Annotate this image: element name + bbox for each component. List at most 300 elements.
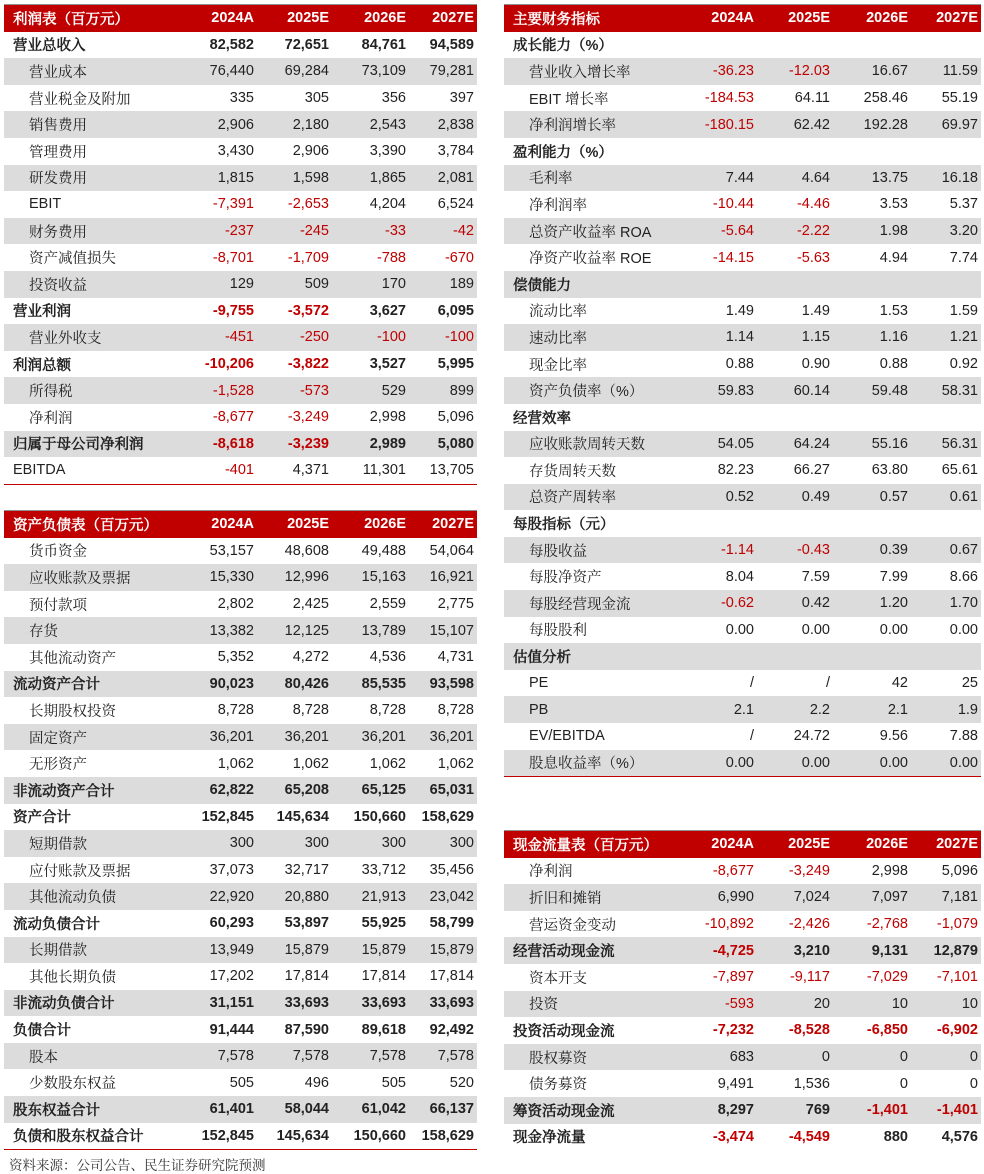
- table-row: [504, 191, 981, 218]
- table-row: [4, 697, 477, 724]
- header-row: [4, 511, 477, 538]
- cell-value: 10: [911, 991, 981, 1018]
- cell-value: -9,117: [789, 969, 830, 986]
- row-label: 股东权益合计: [4, 1096, 184, 1123]
- row-label: 流动资产合计: [4, 671, 184, 698]
- year-header-2026e: 2026E: [332, 511, 409, 538]
- year-header-2025e: 2025E: [757, 831, 833, 858]
- cell-value: 54,064: [429, 542, 474, 559]
- cell-value: 53,897: [284, 915, 329, 932]
- cell-value: 7,097: [833, 884, 911, 911]
- table-row: [4, 85, 477, 112]
- cell-value: 1.16: [833, 324, 911, 351]
- table-row: [4, 431, 477, 458]
- cell-value: 2,906: [292, 143, 329, 160]
- cell-value: -14.15: [712, 249, 754, 266]
- row-label: 净利润: [29, 410, 73, 427]
- cell-value: 300: [409, 830, 477, 857]
- row-label: 营业成本: [4, 58, 184, 85]
- cell-value: 55,925: [361, 915, 406, 932]
- cell-value: 0.90: [801, 356, 830, 373]
- year-header-2027e: 2027E: [409, 511, 477, 538]
- cell-value: -1,079: [936, 916, 978, 933]
- cell-value: -401: [184, 457, 257, 484]
- cell-value: 7,181: [911, 884, 981, 911]
- cell-value: 90,023: [184, 671, 257, 698]
- cell-value: 2,559: [369, 596, 406, 613]
- cell-value: 11,301: [332, 457, 409, 484]
- row-label: 长期股权投资: [29, 703, 116, 720]
- cell-value: 15,879: [332, 937, 409, 964]
- cell-value: 56.31: [911, 431, 981, 458]
- table-row: [504, 404, 981, 431]
- cell-value: -9,755: [212, 302, 254, 319]
- cell-value: 0: [969, 1075, 978, 1092]
- cell-value: 32,717: [284, 862, 329, 879]
- table-row: [4, 617, 477, 644]
- table-row: [4, 750, 477, 777]
- table-row: [4, 58, 477, 85]
- cell-value: 4.94: [879, 249, 908, 266]
- year-header-2025e: 2025E: [257, 5, 332, 32]
- table-row: [4, 244, 477, 271]
- cell-value: [757, 138, 833, 165]
- row-label: 投资: [504, 991, 684, 1018]
- row-label: 每股净资产: [529, 570, 602, 587]
- cell-value: -42: [409, 218, 477, 245]
- cell-value: 92,492: [429, 1021, 474, 1038]
- cell-value: 0: [899, 1075, 908, 1092]
- cell-value: 9,491: [717, 1075, 754, 1092]
- row-label: EBITDA: [4, 457, 184, 484]
- table-row: [504, 696, 981, 723]
- cell-value: 0.92: [949, 356, 978, 373]
- cell-value: 0: [911, 1044, 981, 1071]
- year-header-2024a: 2024A: [684, 5, 757, 32]
- table-row: [504, 1124, 981, 1151]
- cell-value: 33,712: [361, 862, 406, 879]
- year-header-2027e: 2027E: [911, 5, 981, 32]
- header-row: [504, 831, 981, 858]
- cell-value: 33,693: [409, 990, 477, 1017]
- table-row: [504, 1070, 981, 1097]
- cell-value: 15,879: [409, 937, 477, 964]
- cell-value: 87,590: [284, 1021, 329, 1038]
- row-label: 资本开支: [529, 970, 587, 987]
- cell-value: [757, 32, 833, 59]
- row-label: 折旧和摊销: [504, 884, 684, 911]
- cell-value: 0.67: [911, 537, 981, 564]
- cell-value: 65,208: [257, 777, 332, 804]
- cell-value: -250: [257, 324, 332, 351]
- cell-value: 3,784: [437, 143, 474, 160]
- cell-value: 12,125: [257, 617, 332, 644]
- cell-value: 0.00: [949, 621, 978, 638]
- row-label: 估值分析: [504, 643, 684, 670]
- cell-value: [757, 643, 833, 670]
- row-label: EBIT: [29, 196, 62, 213]
- row-label: 筹资活动现金流: [504, 1097, 684, 1124]
- cell-value: 2,989: [332, 431, 409, 458]
- cell-value: -3,239: [257, 431, 332, 458]
- table-row: [504, 431, 981, 458]
- cell-value: -670: [444, 249, 474, 266]
- table-row: [4, 1069, 477, 1096]
- cell-value: 60.14: [757, 377, 833, 404]
- row-label: 应收账款周转天数: [504, 431, 684, 458]
- cell-value: 300: [184, 830, 257, 857]
- cell-value: 1.20: [833, 590, 911, 617]
- cell-value: -2.22: [757, 218, 833, 245]
- table-row: [504, 723, 981, 750]
- cell-value: 64.11: [794, 90, 830, 107]
- cell-value: 36,201: [332, 724, 409, 751]
- cell-value: 21,913: [332, 883, 409, 910]
- table-row: [504, 244, 981, 271]
- cell-value: 61,042: [332, 1096, 409, 1123]
- cell-value: 1.59: [949, 302, 978, 319]
- cell-value: [684, 138, 757, 165]
- cell-value: 5,096: [941, 862, 978, 879]
- table-row: [504, 165, 981, 192]
- cell-value: [911, 404, 981, 431]
- table-row: [4, 591, 477, 618]
- row-label: 预付款项: [29, 597, 87, 614]
- cell-value: 63.80: [871, 462, 908, 479]
- cell-value: 84,761: [361, 36, 406, 53]
- table-row: [504, 750, 981, 777]
- table-row: [4, 1123, 477, 1150]
- cell-value: 20: [757, 991, 833, 1018]
- cell-value: 58,044: [257, 1096, 332, 1123]
- cell-value: -10,892: [704, 916, 754, 933]
- cell-value: 1,598: [257, 165, 332, 192]
- table-row: [504, 111, 981, 138]
- cell-value: [911, 138, 981, 165]
- row-label: 营业总收入: [13, 38, 86, 55]
- cell-value: [833, 404, 911, 431]
- table-row: [4, 1043, 477, 1070]
- table-row: [504, 1097, 981, 1124]
- cell-value: -3,249: [287, 409, 329, 426]
- cell-value: 69.97: [911, 111, 981, 138]
- row-label: 管理费用: [29, 144, 87, 161]
- cell-value: 0.88: [879, 356, 908, 373]
- cell-value: 7.44: [684, 165, 757, 192]
- cell-value: 13,789: [332, 617, 409, 644]
- cell-value: -3,249: [788, 862, 830, 879]
- cell-value: /: [825, 675, 830, 692]
- cell-value: 1.9: [911, 696, 981, 723]
- row-label: 投资活动现金流: [513, 1023, 615, 1040]
- year-header-2024a: 2024A: [184, 5, 257, 32]
- row-label: 每股指标（元）: [513, 517, 615, 534]
- cell-value: 15,163: [332, 564, 409, 591]
- cell-value: 12,996: [257, 564, 332, 591]
- table-row: [4, 457, 477, 484]
- row-label: 债务募资: [529, 1077, 587, 1094]
- cell-value: -1,401: [911, 1097, 981, 1124]
- cell-value: 10: [833, 991, 911, 1018]
- row-label: 应收账款及票据: [4, 564, 184, 591]
- cell-value: 54.05: [684, 431, 757, 458]
- cell-value: 16.67: [833, 58, 911, 85]
- cell-value: 73,109: [332, 58, 409, 85]
- cell-value: [684, 32, 757, 59]
- cell-value: 8.04: [725, 568, 754, 585]
- cell-value: 4,272: [292, 649, 329, 666]
- row-label: 经营效率: [513, 410, 571, 427]
- cell-value: 505: [229, 1074, 254, 1091]
- cell-value: 0.42: [757, 590, 833, 617]
- cell-value: 1.21: [911, 324, 981, 351]
- table-row: [4, 990, 477, 1017]
- table-row: [4, 963, 477, 990]
- cell-value: 8,728: [217, 702, 254, 719]
- cell-value: 7,578: [184, 1043, 257, 1070]
- cell-value: 170: [332, 271, 409, 298]
- cell-value: 505: [381, 1074, 406, 1091]
- row-label: 总资产周转率: [504, 484, 684, 511]
- cell-value: -8,677: [212, 409, 254, 426]
- cell-value: 3,390: [369, 143, 406, 160]
- table-row: [4, 644, 477, 671]
- cell-value: 769: [757, 1097, 833, 1124]
- row-label: 每股经营现金流: [504, 590, 684, 617]
- cell-value: 8,728: [369, 702, 406, 719]
- cell-value: [684, 271, 757, 298]
- cell-value: 17,202: [209, 968, 254, 985]
- cell-value: 1,536: [793, 1075, 830, 1092]
- cell-value: 1.15: [757, 324, 833, 351]
- year-header-2026e: 2026E: [833, 5, 911, 32]
- balance-sheet-table: [4, 510, 477, 1150]
- cell-value: 20,880: [257, 883, 332, 910]
- year-header-2025e: 2025E: [257, 511, 332, 538]
- cell-value: -245: [257, 218, 332, 245]
- table-row: [504, 858, 981, 885]
- cell-value: [757, 510, 833, 537]
- table-row: [504, 670, 981, 697]
- cell-value: 8,728: [437, 702, 474, 719]
- cell-value: -12.03: [757, 58, 833, 85]
- table-row: [4, 351, 477, 378]
- cell-value: 59.48: [833, 377, 911, 404]
- row-label: 少数股东权益: [29, 1076, 116, 1093]
- row-label: 营业利润: [13, 304, 71, 321]
- cell-value: [833, 510, 911, 537]
- row-label: 现金净流量: [513, 1130, 586, 1147]
- cell-value: -237: [184, 218, 257, 245]
- cell-value: 5,080: [409, 431, 477, 458]
- cell-value: -7,391: [212, 196, 254, 213]
- cell-value: 6,990: [684, 884, 757, 911]
- cell-value: 158,629: [421, 808, 474, 825]
- cell-value: 4.64: [757, 165, 833, 192]
- cell-value: 1.70: [911, 590, 981, 617]
- cell-value: [757, 271, 833, 298]
- table-row: [504, 510, 981, 537]
- cell-value: 2,081: [409, 165, 477, 192]
- year-header-2024a: 2024A: [184, 511, 257, 538]
- cell-value: 1,815: [184, 165, 257, 192]
- cell-value: 6,095: [437, 302, 474, 319]
- cell-value: 7,578: [332, 1043, 409, 1070]
- cell-value: 3,627: [369, 302, 406, 319]
- cell-value: -8,701: [212, 249, 254, 266]
- cell-value: 4,536: [369, 649, 406, 666]
- cell-value: 3,210: [757, 937, 833, 964]
- cell-value: 520: [449, 1074, 474, 1091]
- cell-value: 0.88: [725, 356, 754, 373]
- table-title: 主要财务指标: [504, 5, 684, 32]
- cell-value: 0: [833, 1044, 911, 1071]
- row-label: 非流动资产合计: [4, 777, 184, 804]
- cell-value: -788: [376, 249, 406, 266]
- table-row: [4, 404, 477, 431]
- row-label: 股权募资: [504, 1044, 684, 1071]
- cell-value: 2,180: [257, 111, 332, 138]
- cell-value: 60,293: [209, 915, 254, 932]
- cell-value: 192.28: [833, 111, 911, 138]
- year-header-2025e: 2025E: [757, 5, 833, 32]
- cell-value: 13,949: [184, 937, 257, 964]
- row-label: 每股股利: [529, 623, 587, 640]
- cell-value: 17,814: [284, 968, 329, 985]
- cell-value: 2,998: [369, 409, 406, 426]
- cell-value: 150,660: [353, 808, 406, 825]
- row-label: 其他流动负债: [4, 883, 184, 910]
- cell-value: 65,125: [332, 777, 409, 804]
- row-label: 所得税: [4, 377, 184, 404]
- cell-value: 152,845: [201, 808, 254, 825]
- year-header-2027e: 2027E: [409, 5, 477, 32]
- cell-value: 0.49: [757, 484, 833, 511]
- cell-value: 9,131: [833, 937, 911, 964]
- cell-value: 82.23: [717, 462, 754, 479]
- cell-value: [833, 271, 911, 298]
- cell-value: 129: [184, 271, 257, 298]
- table-row: [4, 777, 477, 804]
- cell-value: 2,775: [437, 596, 474, 613]
- cell-value: -7,232: [712, 1022, 754, 1039]
- cell-value: 683: [684, 1044, 757, 1071]
- cell-value: 3,430: [217, 143, 254, 160]
- row-label: 营业税金及附加: [29, 91, 131, 108]
- row-label: PB: [504, 696, 684, 723]
- table-row: [4, 324, 477, 351]
- cell-value: 0.00: [833, 750, 911, 777]
- row-label: 其他长期负债: [29, 969, 116, 986]
- table-row: [4, 298, 477, 325]
- header-row: [4, 5, 477, 32]
- cell-value: -10.44: [712, 196, 754, 213]
- cell-value: -1,709: [287, 249, 329, 266]
- cell-value: 5,096: [437, 409, 474, 426]
- income-statement-table: [4, 4, 477, 485]
- cell-value: 2.1: [684, 696, 757, 723]
- cell-value: 93,598: [409, 671, 477, 698]
- cell-value: 1,062: [437, 755, 474, 772]
- row-label: 货币资金: [29, 544, 87, 561]
- cell-value: -1.14: [684, 537, 757, 564]
- cell-value: 1,062: [217, 755, 254, 772]
- cell-value: -33: [332, 218, 409, 245]
- row-label: EBIT 增长率: [529, 91, 609, 108]
- cell-value: 7.99: [879, 568, 908, 585]
- row-label: 现金比率: [529, 357, 587, 374]
- cell-value: [684, 510, 757, 537]
- cell-value: -180.15: [684, 111, 757, 138]
- cell-value: 23,042: [409, 883, 477, 910]
- cell-value: 17,814: [361, 968, 406, 985]
- cell-value: 49,488: [361, 542, 406, 559]
- cell-value: -5.63: [796, 249, 830, 266]
- cell-value: 2.1: [833, 696, 911, 723]
- cell-value: 15,879: [257, 937, 332, 964]
- cell-value: 1.53: [879, 302, 908, 319]
- header-row: [504, 5, 981, 32]
- table-row: [4, 165, 477, 192]
- cell-value: 3,527: [369, 356, 406, 373]
- cell-value: 85,535: [332, 671, 409, 698]
- cell-value: 152,845: [184, 1123, 257, 1150]
- cell-value: 1.49: [801, 302, 830, 319]
- table-row: [4, 1096, 477, 1123]
- row-label: 应付账款及票据: [29, 863, 131, 880]
- cell-value: 0.00: [757, 750, 833, 777]
- cell-value: 496: [304, 1074, 329, 1091]
- table-row: [504, 484, 981, 511]
- cell-value: 6,524: [437, 196, 474, 213]
- table-row: [504, 590, 981, 617]
- cell-value: 13,705: [409, 457, 477, 484]
- row-label: 长期借款: [4, 937, 184, 964]
- cell-value: -4,725: [684, 937, 757, 964]
- row-label: 流动负债合计: [13, 916, 100, 933]
- table-row: [504, 884, 981, 911]
- cell-value: 82,582: [209, 36, 254, 53]
- row-label: 归属于母公司净利润: [4, 431, 184, 458]
- row-label: 营运资金变动: [529, 917, 616, 934]
- table-row: [4, 111, 477, 138]
- cell-value: [684, 643, 757, 670]
- cell-value: [833, 643, 911, 670]
- cell-value: 0.61: [911, 484, 981, 511]
- cell-value: 62,822: [184, 777, 257, 804]
- row-label: 速动比率: [504, 324, 684, 351]
- cell-value: /: [749, 675, 754, 692]
- cell-value: -100: [332, 324, 409, 351]
- cell-value: 15,330: [184, 564, 257, 591]
- cell-value: 22,920: [184, 883, 257, 910]
- cell-value: -2,426: [788, 916, 830, 933]
- row-label: 存货: [4, 617, 184, 644]
- cell-value: 509: [257, 271, 332, 298]
- cell-value: -5.64: [684, 218, 757, 245]
- cell-value: 3.53: [879, 196, 908, 213]
- cell-value: 33,693: [332, 990, 409, 1017]
- cell-value: 5,352: [217, 649, 254, 666]
- cell-value: 529: [332, 377, 409, 404]
- row-label: 净利润: [529, 864, 573, 881]
- cell-value: 1,062: [292, 755, 329, 772]
- cell-value: -593: [684, 991, 757, 1018]
- cell-value: -3,572: [287, 302, 329, 319]
- cell-value: [911, 643, 981, 670]
- year-header-2024a: 2024A: [684, 831, 757, 858]
- cell-value: 4,731: [437, 649, 474, 666]
